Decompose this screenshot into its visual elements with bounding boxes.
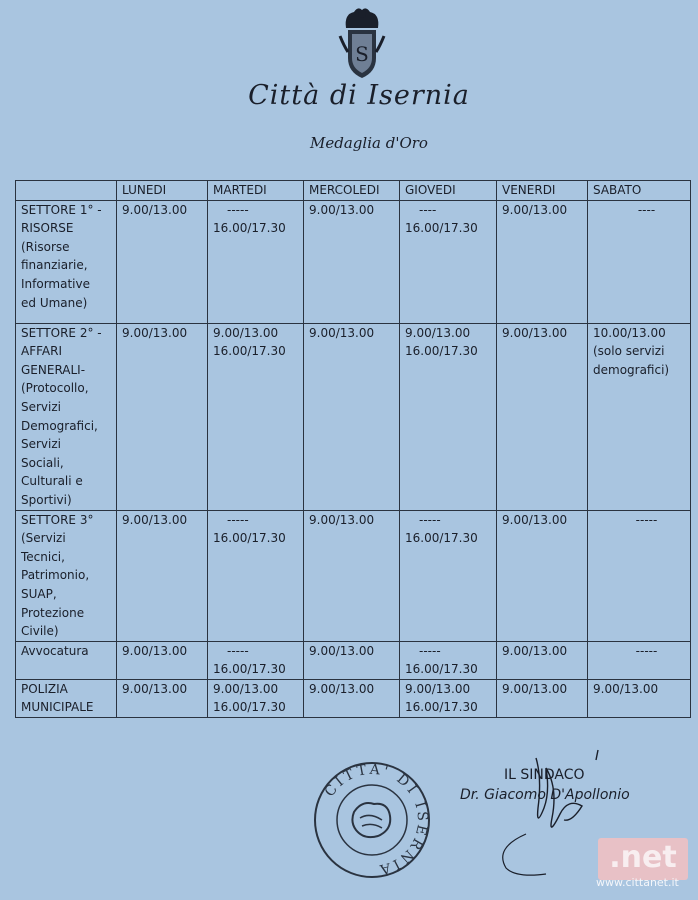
hours-line: 9.00/13.00 [122,643,188,658]
hours-line: ----- [635,643,658,658]
table-body [16,200,691,717]
sector-line: ed Umane) [21,295,88,310]
sector-line: MUNICIPALE [21,700,94,715]
hours-line: ----- [419,643,441,658]
sector-line: POLIZIA [21,681,68,696]
sector-line: Protezione [21,605,85,620]
hours-cell [117,641,208,679]
hours-line: 9.00/13.00 [213,681,279,696]
hours-cell [588,200,691,323]
sector-line: Servizi [21,399,62,414]
hours-cell [208,510,304,641]
hours-cell [117,510,208,641]
hours-line: 16.00/17.30 [405,700,478,715]
hours-cell [588,679,691,717]
table-row [16,200,691,323]
signature-title: IL SINDACO [504,767,585,783]
signature-name: Dr. Giacomo D'Apollonio [460,787,630,803]
sector-line: SETTORE 1° - [21,202,102,217]
sector-line: SUAP, [21,586,57,601]
hours-cell [400,641,497,679]
hours-line: ----- [227,512,249,527]
hours-line: 9.00/13.00 [122,512,188,527]
hours-cell [588,323,691,510]
hours-cell [117,679,208,717]
hours-line: 9.00/13.00 [309,643,375,658]
hours-line: 9.00/13.00 [309,202,375,217]
hours-line: (solo servizi [593,344,665,359]
sector-line: Informative [21,276,90,291]
sector-line: Tecnici, [21,549,65,564]
svg-text:CITTA' DI ISERNIA [322,762,431,878]
official-stamp-icon [312,760,432,880]
hours-line: 9.00/13.00 [502,325,568,340]
hours-cell [497,510,588,641]
sector-line: Civile) [21,624,59,639]
hours-line: 16.00/17.30 [405,221,478,236]
hours-line: 9.00/13.00 [309,325,375,340]
hours-line: 16.00/17.30 [213,221,286,236]
table-row [16,510,691,641]
hours-cell [400,510,497,641]
watermark-url: www.cittanet.it [596,876,679,889]
hours-cell [208,200,304,323]
office-hours-table [15,180,691,718]
hours-line: 9.00/13.00 [502,202,568,217]
hours-cell [497,323,588,510]
table-row [16,641,691,679]
sector-line: SETTORE 3° [21,512,94,527]
sector-line: Avvocatura [21,643,89,658]
hours-cell [208,679,304,717]
table-row [16,679,691,717]
hours-line: 10.00/13.00 [593,325,666,340]
column-header-martedi: MARTEDI [208,181,304,201]
sector-line: Sociali, [21,455,64,470]
hours-line: ---- [419,202,437,217]
hours-cell [304,641,400,679]
sector-line: AFFARI [21,344,62,359]
hours-cell [304,323,400,510]
hours-line: 9.00/13.00 [502,512,568,527]
hours-line: 16.00/17.30 [213,700,286,715]
hours-line: 9.00/13.00 [213,325,279,340]
sector-line: (Servizi [21,531,66,546]
table-header-row [16,181,691,201]
hours-line: 9.00/13.00 [122,681,188,696]
stamp-text: CITTA' DI ISERNIA [321,761,431,878]
sector-cell [16,200,117,323]
column-header-venerdi: VENERDI [497,181,588,201]
hours-cell [208,641,304,679]
table-row [16,323,691,510]
hours-cell [400,679,497,717]
hours-line: ----- [419,512,441,527]
hours-line: 9.00/13.00 [405,681,471,696]
svg-text:S: S [355,42,369,66]
hours-line: 16.00/17.30 [213,531,286,546]
hours-line: 9.00/13.00 [502,643,568,658]
hours-cell [497,200,588,323]
sector-line: Patrimonio, [21,568,90,583]
column-header [16,181,117,201]
sector-line: (Protocollo, [21,381,89,396]
column-header-lunedi: LUNEDI [117,181,208,201]
column-header-giovedi: GIOVEDI [400,181,497,201]
watermark-logo: .net [598,838,688,880]
hours-line: 16.00/17.30 [405,662,478,677]
sector-cell [16,641,117,679]
coat-of-arms-icon [336,6,388,80]
hours-line: ----- [635,512,658,527]
hours-cell [400,200,497,323]
hours-cell [304,679,400,717]
sector-line: SETTORE 2° - [21,325,102,340]
sector-line: (Risorse [21,239,70,254]
hours-cell [117,200,208,323]
sector-cell [16,679,117,717]
hours-line: 9.00/13.00 [122,202,188,217]
hours-line: demografici) [593,362,670,377]
hours-line: 16.00/17.30 [405,531,478,546]
hours-line: 16.00/17.30 [213,662,286,677]
sector-cell [16,510,117,641]
column-header-mercoledi: MERCOLEDI [304,181,400,201]
hours-cell [497,641,588,679]
hours-line: 16.00/17.30 [213,344,286,359]
hours-line: ----- [227,202,249,217]
hours-cell [497,679,588,717]
hours-line: 9.00/13.00 [122,325,188,340]
hours-cell [304,200,400,323]
hours-line: 9.00/13.00 [405,325,471,340]
hours-line: ----- [227,643,249,658]
sector-cell [16,323,117,510]
hours-cell [304,510,400,641]
sector-line: RISORSE [21,221,74,236]
hours-line: 16.00/17.30 [405,344,478,359]
sector-line: finanziarie, [21,258,88,273]
hours-cell [588,510,691,641]
sector-line: Servizi [21,437,62,452]
page-title: Città di Isernia [248,80,470,111]
hours-line: ---- [637,202,656,217]
sector-line: Culturali e [21,474,83,489]
sector-line: Demografici, [21,418,98,433]
sector-line: GENERALI- [21,362,86,377]
column-header-sabato: SABATO [588,181,691,201]
hours-line: 9.00/13.00 [309,681,375,696]
hours-line: 9.00/13.00 [309,512,375,527]
hours-line: 9.00/13.00 [502,681,568,696]
hours-cell [588,641,691,679]
hours-cell [117,323,208,510]
hours-cell [400,323,497,510]
sector-line: Sportivi) [21,492,72,507]
page-subtitle: Medaglia d'Oro [310,134,428,152]
hours-cell [208,323,304,510]
hours-line: 9.00/13.00 [593,681,659,696]
